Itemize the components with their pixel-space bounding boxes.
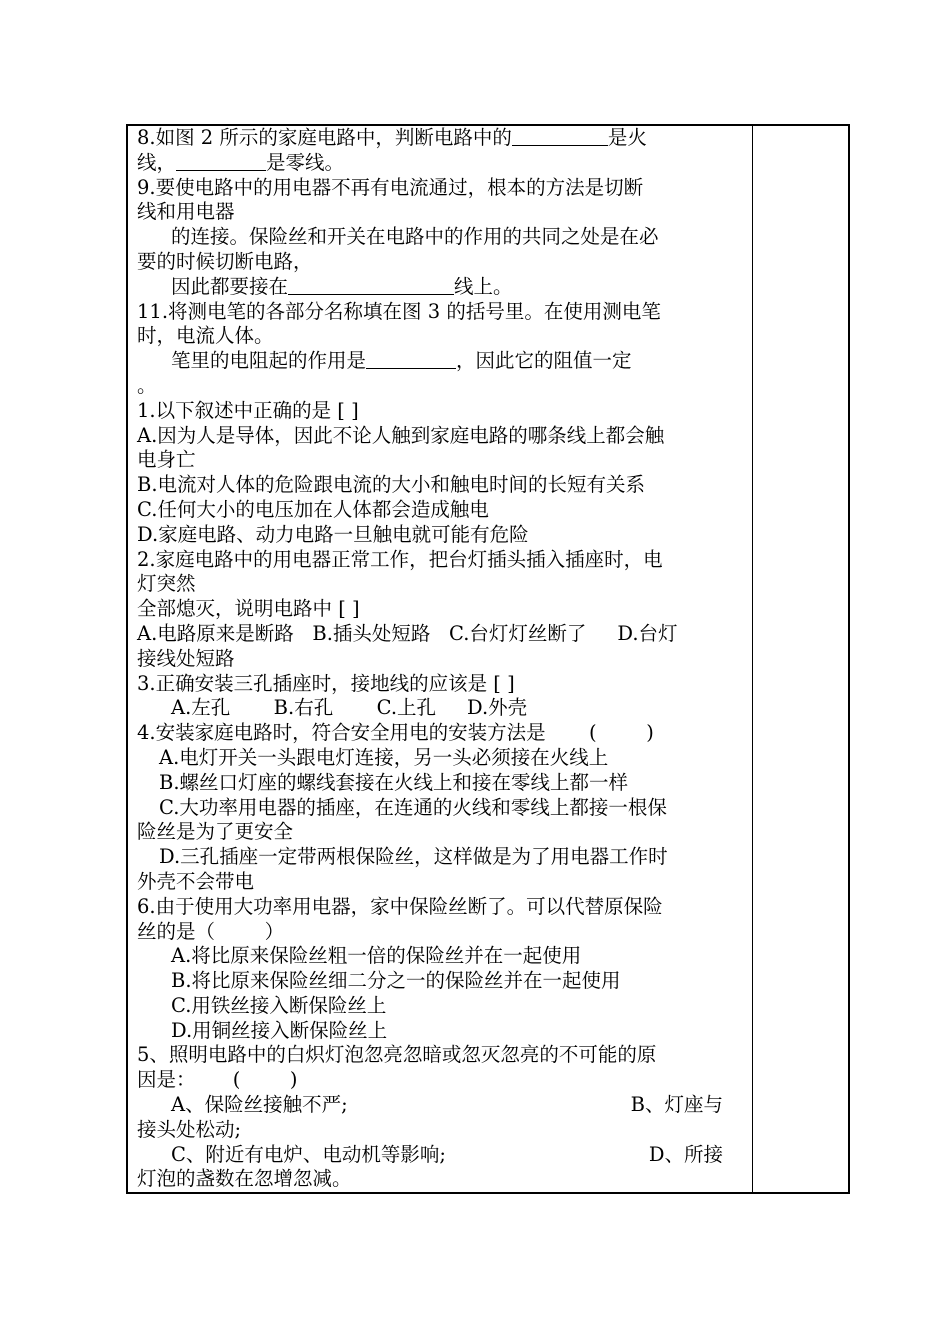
question-8-text-tail: 是火 [607,126,647,149]
option-text: B.螺丝口灯座的螺线套接在火线上和接在零线上都一样 [159,770,629,794]
question-6-text-cont: 丝的是（ ） [137,919,285,943]
option-text: A.因为人是导体，因此不论人触到家庭电路的哪条线上都会触 [137,423,665,447]
option-text: D.三孔插座一定带两根保险丝，这样做是为了用电器工作时 [159,845,668,869]
question-8-text-cont: 线， [137,150,177,174]
text-line [137,349,749,374]
text-line [137,1093,749,1118]
question-9-text: 9.要使电路中的用电器不再有电流通过，根本的方法是切断 [137,175,644,199]
option-text: A.左孔 B.右孔 C.上孔 D.外壳 [171,696,528,720]
option-text: C.大功率用电器的插座，在连通的火线和零线上都接一根保 [159,795,667,819]
option-text: 灯泡的盏数在忽增忽减。 [137,1167,352,1191]
question-4-text: 4.安装家庭电路时，符合安全用电的安装方法是 ( ) [137,721,654,745]
question-11-text-cont: 时，电流人体。 [137,324,274,348]
question-5-text-cont: 因是： ( ) [137,1068,298,1092]
text-line [137,275,749,300]
option-text: 险丝是为了更安全 [137,820,294,844]
question-9-text-cont: 的连接。保险丝和开关在电路中的作用的共同之处是在必 [171,225,659,249]
option-text: B、灯座与 [630,1093,723,1117]
question-9-text-end: 因此都要接在 [171,274,289,298]
option-text: C、附近有电炉、电动机等影响; [171,1142,446,1166]
option-text: 接线处短路 [137,646,235,670]
text-line [137,151,749,176]
option-text: D、所接 [648,1142,723,1166]
option-text: B.电流对人体的危险跟电流的大小和触电时间的长短有关系 [137,473,646,497]
question-8-text: 8.如图 2 所示的家庭电路中，判断电路中的 [137,126,512,149]
option-text: A.将比原来保险丝粗一倍的保险丝并在一起使用 [171,944,582,968]
question-9-text-tail: 线上。 [454,274,513,298]
answer-blank [366,349,456,369]
answer-blank [288,275,454,295]
option-text: 接头处松动; [137,1117,242,1141]
question-8-text-end: 是零线。 [266,150,345,174]
question-2-text-end: 全部熄灭，说明电路中 [ ] [137,597,360,621]
question-11-text-cont: 笔里的电阻起的作用是 [171,349,367,373]
question-1-text: 1.以下叙述中正确的是 [ ] [137,398,359,422]
worksheet-table [126,124,850,1194]
answer-blank [512,126,608,146]
question-9-text-cont: 要的时候切断电路， [137,249,313,273]
question-9-text-cont: 线和用电器 [137,200,235,224]
question-5-text: 5、照明电路中的白炽灯泡忽亮忽暗或忽灭忽亮的不可能的原 [137,1043,657,1067]
option-text: D.用铜丝接入断保险丝上 [171,1018,388,1042]
option-text: B.将比原来保险丝细二分之一的保险丝并在一起使用 [171,969,621,993]
question-6-text: 6.由于使用大功率用电器，家中保险丝断了。可以代替原保险 [137,894,663,918]
option-text: C.用铁丝接入断保险丝上 [171,993,387,1017]
answer-blank [176,151,266,171]
question-2-text-cont: 灯突然 [137,572,196,596]
questions-cell [128,126,753,1192]
question-11-text-end: 。 [137,373,157,397]
option-text: A.电灯开关一头跟电灯连接，另一头必须接在火线上 [159,745,609,769]
option-text: 电身亡 [137,448,196,472]
option-text: A、保险丝接触不严; [171,1093,348,1117]
option-text: A.电路原来是断路 B.插头处短路 C.台灯灯丝断了 D.台灯 [137,621,678,645]
text-line [137,1143,749,1168]
option-text: C.任何大小的电压加在人体都会造成触电 [137,497,489,521]
question-11-text-tail: ，因此它的阻值一定 [456,349,632,373]
question-2-text: 2.家庭电路中的用电器正常工作，把台灯插头插入插座时，电 [137,547,663,571]
option-text: D.家庭电路、动力电路一旦触电就可能有危险 [137,522,529,546]
question-11-text: 11.将测电笔的各部分名称填在图 3 的括号里。在使用测电笔 [137,299,661,323]
text-line [137,126,749,151]
option-text: 外壳不会带电 [137,869,255,893]
notes-cell [753,126,848,1192]
question-3-text: 3.正确安装三孔插座时，接地线的应该是 [ ] [137,671,515,695]
